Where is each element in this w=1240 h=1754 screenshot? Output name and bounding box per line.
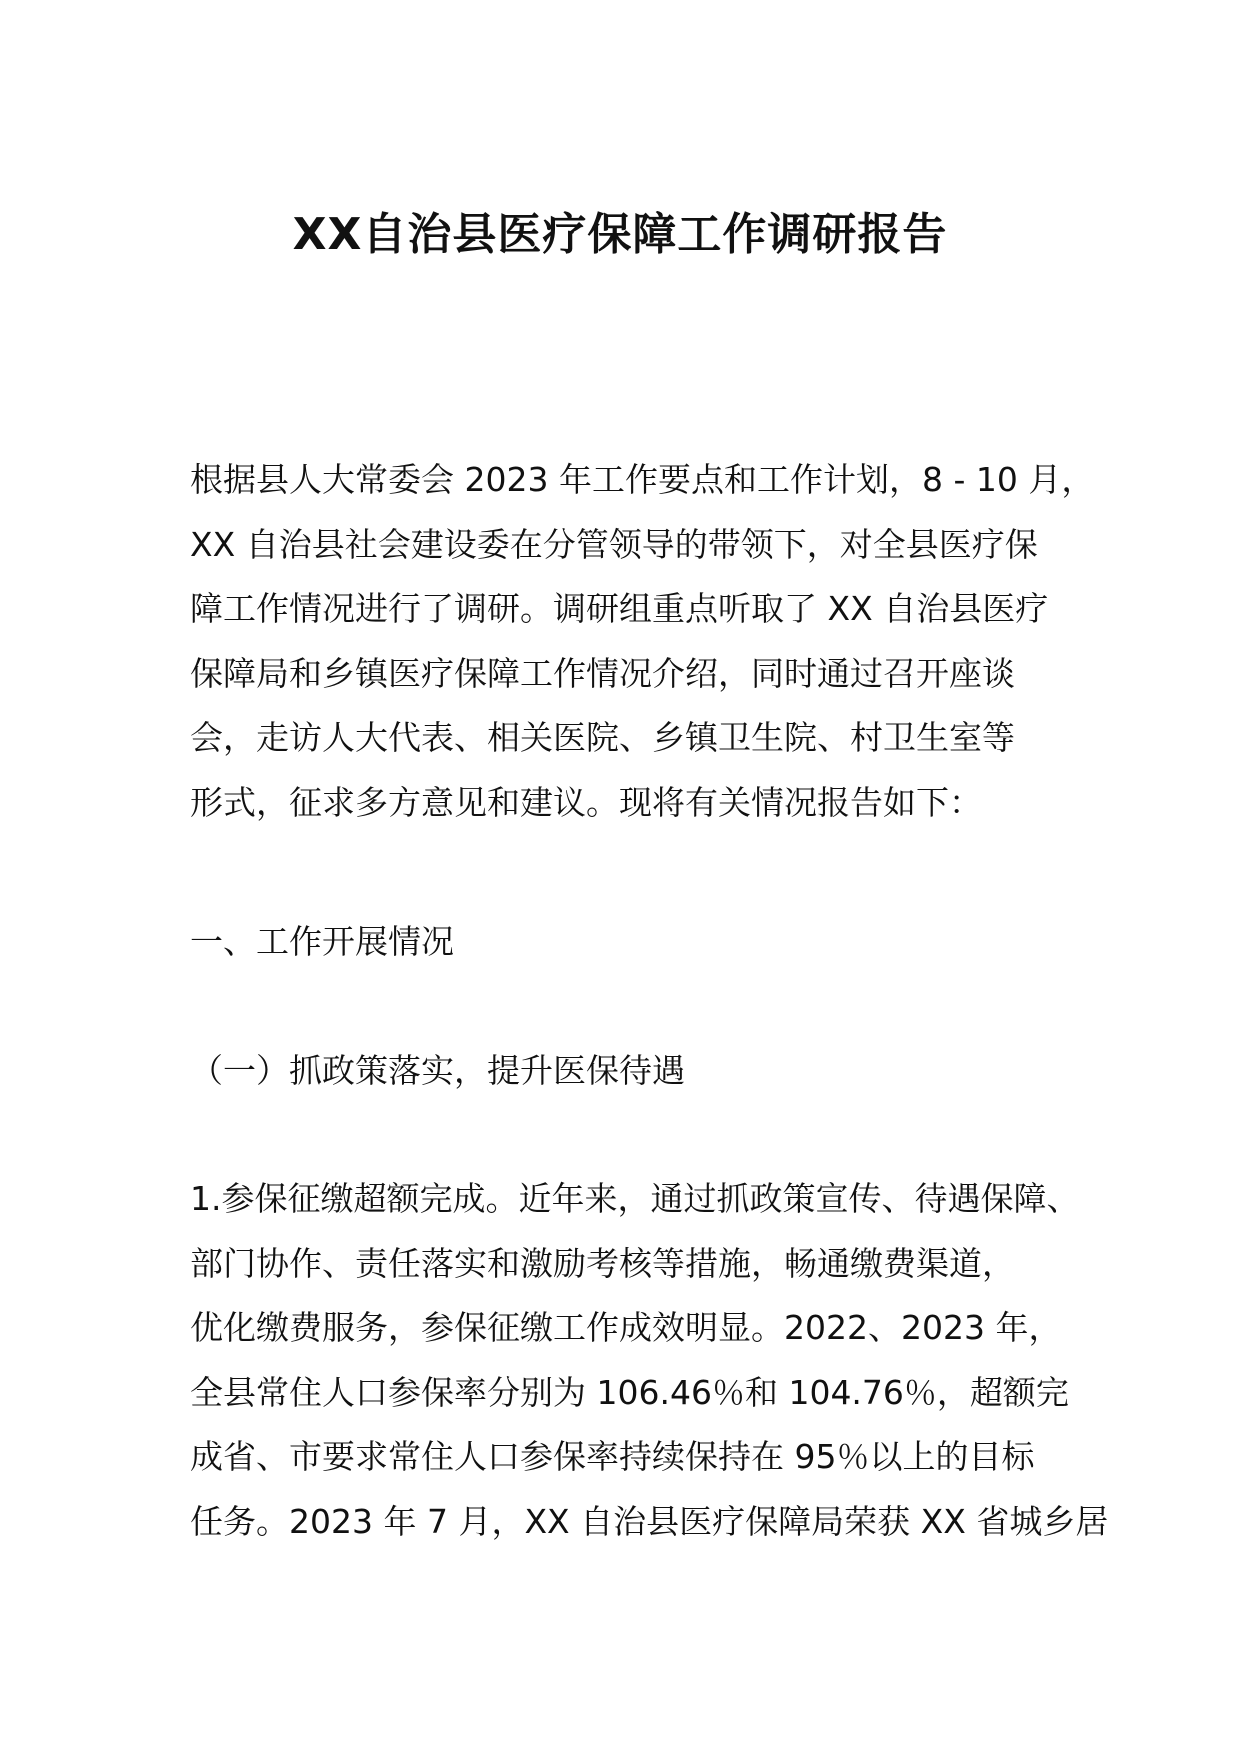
paragraph-line: 障工作情况进行了调研。调研组重点听取了 XX 自治县医疗 — [190, 589, 1049, 628]
section-heading: 一、工作开展情况 — [190, 922, 454, 961]
document-title: XX自治县医疗保障工作调研报告 — [292, 209, 948, 260]
paragraph-line: XX 自治县社会建设委在分管领导的带领下，对全县医疗保 — [190, 524, 1038, 564]
intro-paragraph — [190, 448, 1095, 835]
paragraph-line: 优化缴费服务，参保征缴工作成效明显。2022、2023 年， — [190, 1308, 1062, 1347]
paragraph-line: 会，走访人大代表、相关医院、乡镇卫生院、村卫生室等 — [190, 718, 1015, 757]
subsection-heading: （一）抓政策落实，提升医保待遇 — [190, 1051, 685, 1090]
paragraph-line: 成省、市要求常住人口参保率持续保持在 95％以上的目标 — [190, 1437, 1035, 1476]
paragraph-line: 形式，征求多方意见和建议。现将有关情况报告如下： — [190, 782, 982, 822]
paragraph-line: 任务。2023 年 7 月，XX 自治县医疗保障局荣获 XX 省城乡居 — [190, 1501, 1109, 1541]
paragraph-line: 部门协作、责任落实和激励考核等措施，畅通缴费渠道， — [190, 1243, 1015, 1283]
paragraph-line: 保障局和乡镇医疗保障工作情况介绍，同时通过召开座谈 — [190, 653, 1015, 693]
paragraph-line: 全县常住人口参保率分别为 106.46％和 104.76％，超额完 — [190, 1372, 1069, 1412]
item-1-paragraph — [190, 1167, 1109, 1554]
paragraph-line: 根据县人大常委会 2023 年工作要点和工作计划，8 - 10 月， — [190, 460, 1095, 499]
paragraph-line: 1.参保征缴超额完成。近年来，通过抓政策宣传、待遇保障、 — [190, 1179, 1080, 1218]
